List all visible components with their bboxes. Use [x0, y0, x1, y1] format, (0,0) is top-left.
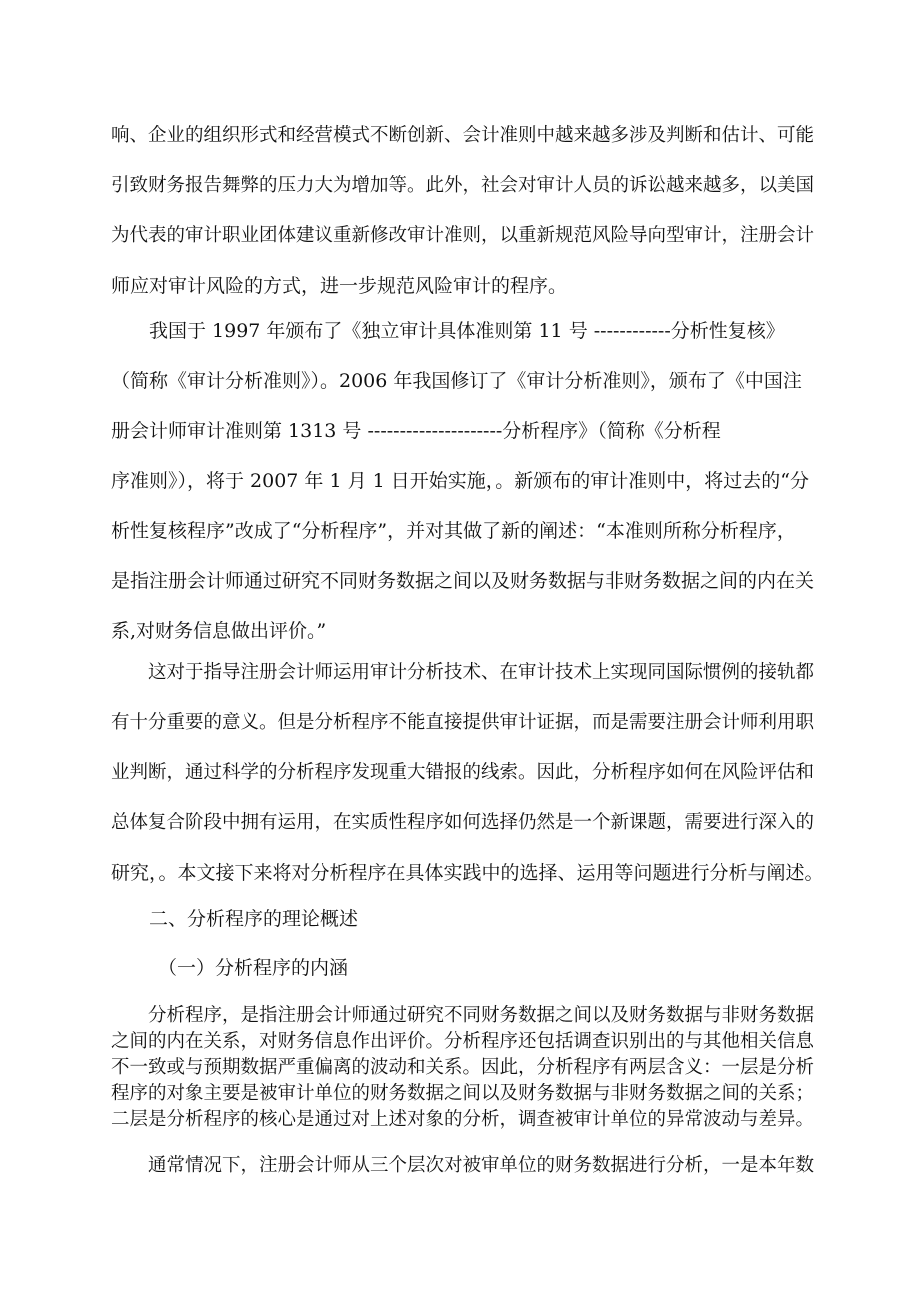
paragraph-4: [111, 1003, 827, 1133]
text-line: 册会计师审计准则第 1313 号 ---------------------分析程序》（简称《分析程: [111, 420, 721, 442]
text-line: 响、企业的组织形式和经营模式不断创新、会计准则中越来越多涉及判断和估计、可能: [111, 125, 815, 146]
paragraph-1: [111, 111, 827, 311]
text-line: 我国于 1997 年颁布了《独立审计具体准则第 11 号 ------------分析性复核》: [111, 320, 785, 342]
text-line: 总体复合阶段中拥有运用，在实质性程序如何选择仍然是一个新课题，需要进行深入的: [111, 812, 815, 833]
text-line: 析性复核程序”改成了“分析程序”，并对其做了新的阐述：“本准则所称分析程序，: [111, 520, 796, 542]
text-line: 师应对审计风险的方式，进一步规范风险审计的程序。: [111, 275, 568, 297]
text-line: 系,对财务信息做出评价。”: [111, 620, 327, 642]
text-line: 这对于指导注册会计师运用审计分析技术、在审计技术上实现同国际惯例的接轨都: [111, 662, 815, 683]
text-line: 业判断，通过科学的分析程序发现重大错报的线索。因此，分析程序如何在风险评估和: [111, 762, 815, 783]
text-line: 不一致或与预期数据严重偏离的波动和关系。因此，分析程序有两层含义：一层是分析: [111, 1057, 815, 1078]
section-heading: 二、分析程序的理论概述: [111, 908, 359, 930]
text-line: 二层是分析程序的核心是通过对上述对象的分析，调查被审计单位的异常波动与差异。: [111, 1109, 815, 1130]
text-line: 为代表的审计职业团体建议重新修改审计准则，以重新规范风险导向型审计，注册会计: [111, 225, 815, 246]
paragraph-5: [111, 1141, 827, 1191]
text-line: 之间的内在关系，对财务信息作出评价。分析程序还包括调查识别出的与其他相关信息: [111, 1031, 815, 1052]
subsection-heading: （一）分析程序的内涵: [158, 957, 349, 979]
text-line: 有十分重要的意义。但是分析程序不能直接提供审计证据，而是需要注册会计师利用职: [111, 712, 815, 733]
paragraph-3: [111, 648, 827, 898]
paragraph-2: [111, 306, 827, 656]
text-line: 是指注册会计师通过研究不同财务数据之间以及财务数据与非财务数据之间的内在关: [111, 570, 815, 592]
text-line: 通常情况下，注册会计师从三个层次对被审单位的财务数据进行分析，一是本年数: [111, 1155, 815, 1176]
text-line: 分析程序，是指注册会计师通过研究不同财务数据之间以及财务数据与非财务数据: [111, 1005, 815, 1026]
text-line: 序准则》），将于 2007 年 1 月 1 日开始实施，。新颁布的审计准则中，将过去的“分: [111, 470, 809, 492]
text-line: 引致财务报告舞弊的压力大为增加等。此外，社会对审计人员的诉讼越来越多，以美国: [111, 175, 815, 196]
text-line: 研究，。本文接下来将对分析程序在具体实践中的选择、运用等问题进行分析与阐述。: [111, 862, 824, 884]
text-line: （简称《审计分析准则》）。2006 年我国修订了《审计分析准则》，颁布了《中国注: [111, 370, 802, 392]
text-line: 程序的对象主要是被审计单位的财务数据之间以及财务数据与非财务数据之间的关系；: [111, 1083, 815, 1104]
